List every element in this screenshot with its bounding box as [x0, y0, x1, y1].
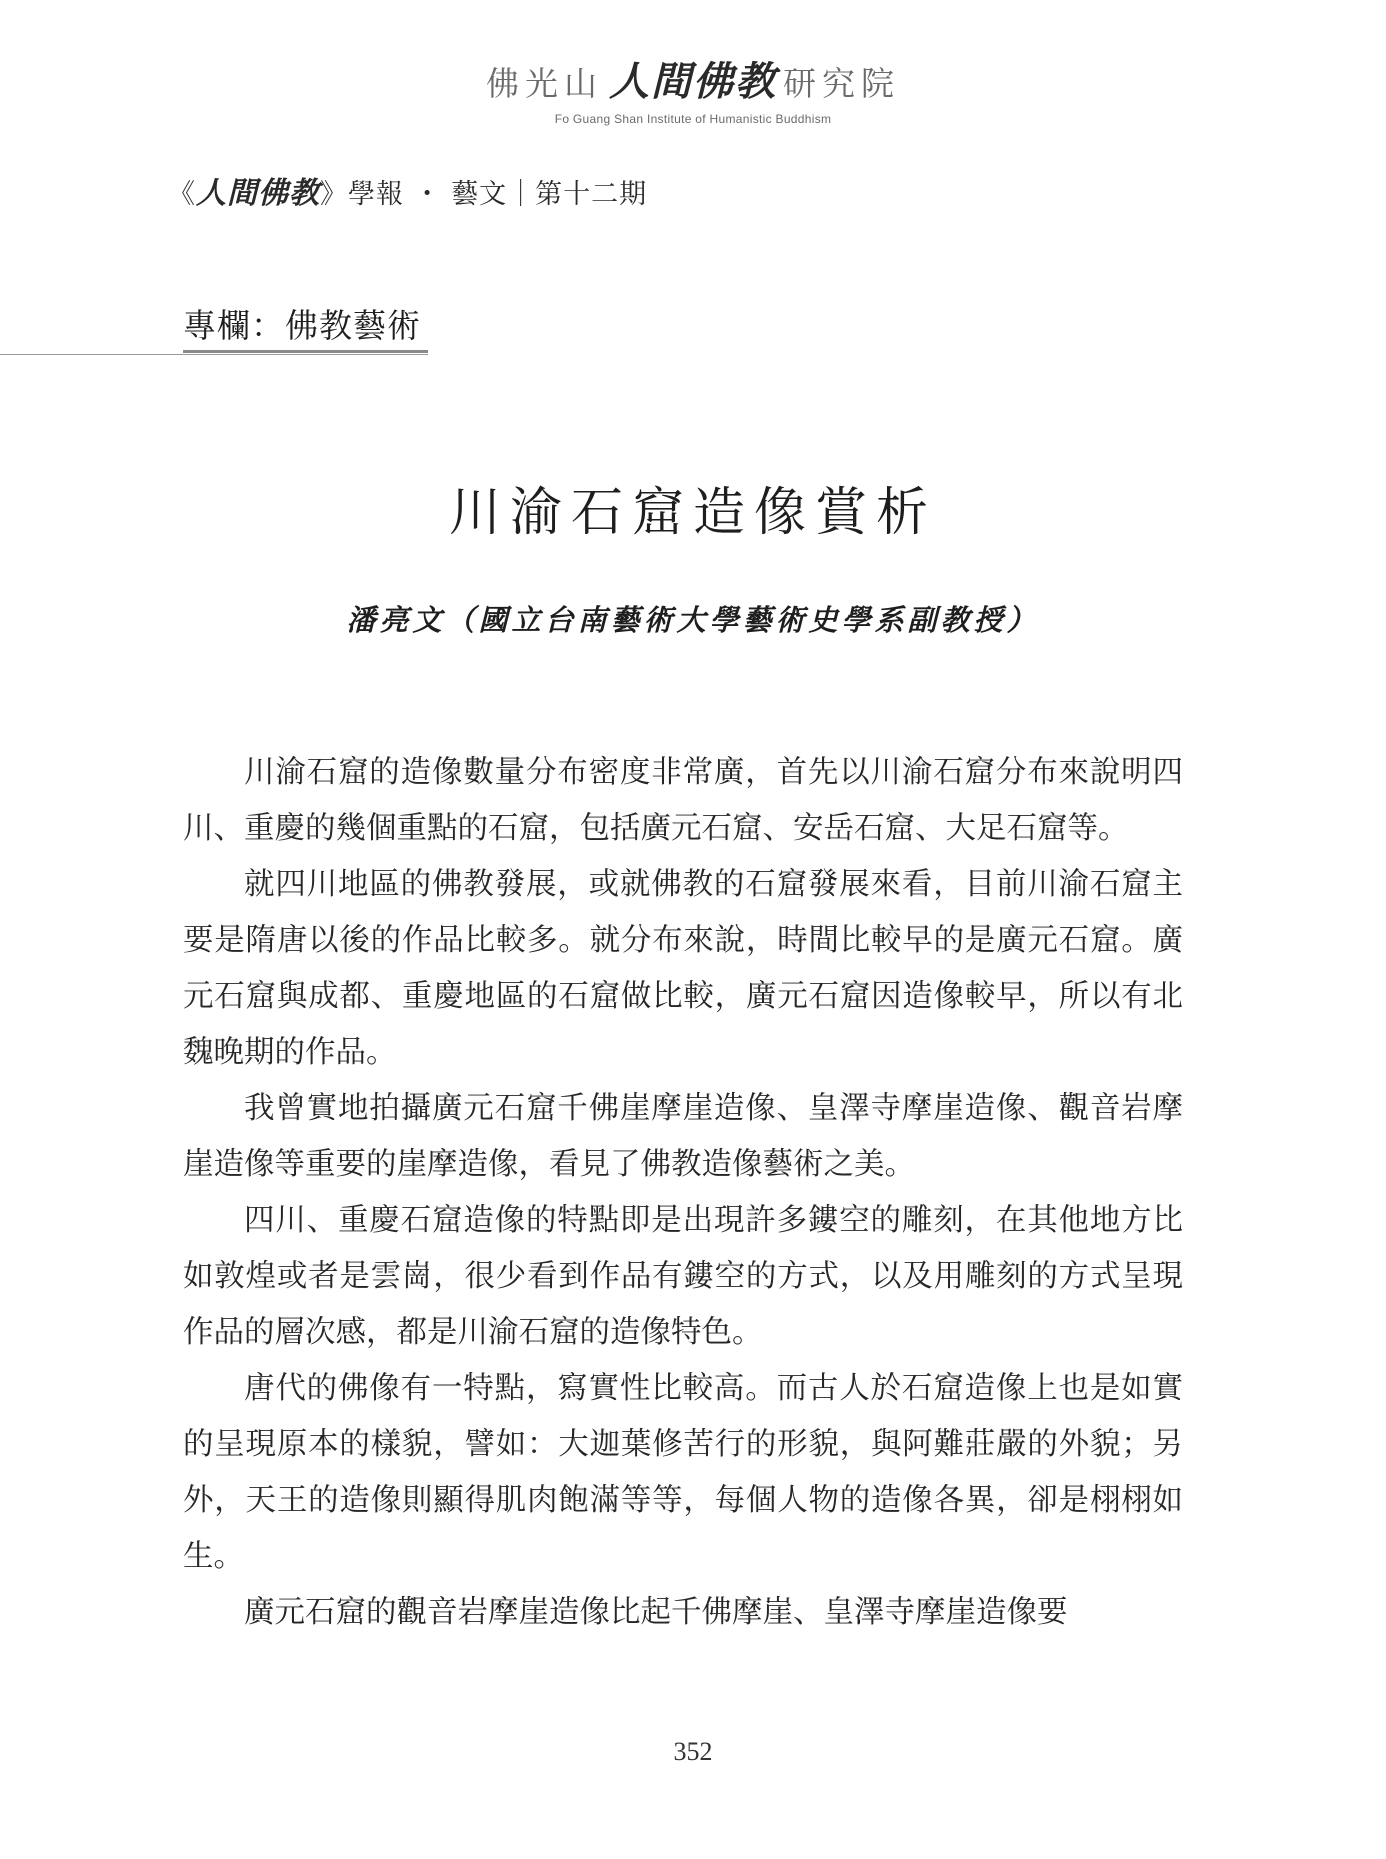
institute-suffix: 研究院: [783, 64, 900, 103]
paragraph: 就四川地區的佛教發展，或就佛教的石窟發展來看，目前川渝石窟主要是隋唐以後的作品比較多。就分布來說，時間比較早的是廣元石窟。廣元石窟與成都、重慶地區的石窟做比較，廣元石窟因造像較早，所以有北魏晚期的作品。: [183, 867, 1183, 1070]
paragraph: 四川、重慶石窟造像的特點即是出現許多鏤空的雕刻，在其他地方比如敦煌或者是雲崗，很少看到作品有鏤空的方式，以及用雕刻的方式呈現作品的層次感，都是川渝石窟的造像特色。: [183, 1203, 1183, 1350]
journal-brand-logo: 人間佛教: [196, 176, 320, 211]
institute-brand-logo: 人間佛教: [609, 59, 777, 105]
journal-open-bracket: 《: [168, 179, 196, 210]
article-body: [183, 745, 1183, 1641]
journal-issue-text: 》學報 ・ 藝文｜第十二期: [320, 179, 648, 210]
author-byline: 潘亮文（國立台南藝術大學藝術史學系副教授）: [346, 603, 1040, 637]
paragraph: 川渝石窟的造像數量分布密度非常廣，首先以川渝石窟分布來說明四川、重慶的幾個重點的石窟，包括廣元石窟、安岳石窟、大足石窟等。: [183, 755, 1183, 846]
institute-prefix: 佛光山: [486, 64, 603, 103]
institute-header: [0, 59, 1386, 126]
paragraph: 唐代的佛像有一特點，寫實性比較高。而古人於石窟造像上也是如實的呈現原本的樣貌，譬如：大迦葉修苦行的形貌，與阿難莊嚴的外貌；另外，天王的造像則顯得肌肉飽滿等等，每個人物的造像各異，卻是栩栩如生。: [183, 1371, 1183, 1574]
column-label: 專欄：佛教藝術: [183, 306, 421, 345]
journal-running-head: [168, 168, 647, 212]
paragraph: 廣元石窟的觀音岩摩崖造像比起千佛摩崖、皇澤寺摩崖造像要: [244, 1595, 1068, 1630]
column-rule: [0, 354, 428, 355]
paragraph: 我曾實地拍攝廣元石窟千佛崖摩崖造像、皇澤寺摩崖造像、觀音岩摩崖造像等重要的崖摩造像，看見了佛教造像藝術之美。: [183, 1091, 1183, 1182]
page-number: 352: [673, 1737, 713, 1766]
institute-english-name: Fo Guang Shan Institute of Humanistic Buddhism: [554, 112, 832, 126]
article-title: 川渝石窟造像賞析: [448, 483, 937, 543]
institute-name: [0, 59, 1386, 105]
column-underline: [183, 350, 428, 353]
